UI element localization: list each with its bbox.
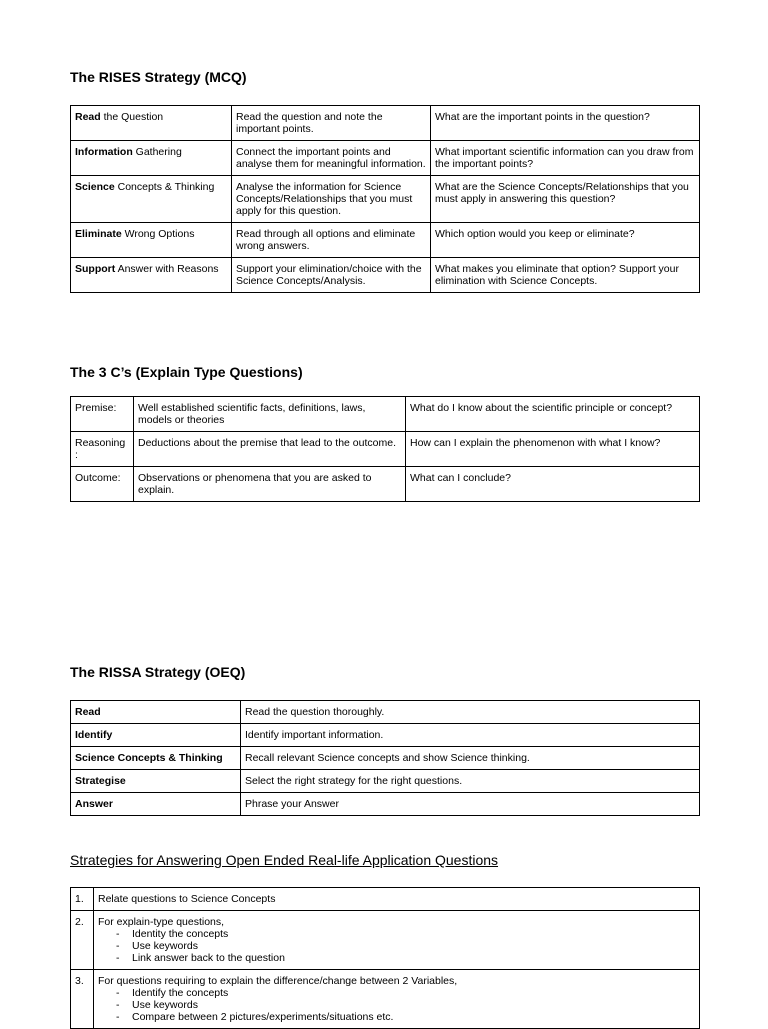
- rises-step: Science Concepts & Thinking: [71, 176, 232, 223]
- rises-desc: Analyse the information for Science Concepts/Relationships that you must apply for this question.: [232, 176, 431, 223]
- rissa-step: Answer: [71, 793, 241, 816]
- table-row: [71, 397, 700, 432]
- table-row: [71, 106, 700, 141]
- table-row: [71, 432, 700, 467]
- rissa-table: [70, 700, 700, 816]
- rises-desc: Support your elimination/choice with the Science Concepts/Analysis.: [232, 258, 431, 293]
- strategy-number: 1.: [71, 888, 94, 911]
- strategies-table: [70, 887, 700, 1029]
- rissa-step: Read: [71, 701, 241, 724]
- rises-table: [70, 105, 700, 293]
- table-row: [71, 258, 700, 293]
- three-cs-label: Premise:: [71, 397, 134, 432]
- rissa-desc: Read the question thoroughly.: [241, 701, 700, 724]
- three-cs-desc: Observations or phenomena that you are asked to explain.: [134, 467, 406, 502]
- table-row: [71, 793, 700, 816]
- rises-question: Which option would you keep or eliminate?: [431, 223, 700, 258]
- strategy-text: For questions requiring to explain the difference/change between 2 Variables,: [98, 975, 458, 987]
- three-cs-table: [70, 396, 700, 502]
- strategy-sub-list: [98, 928, 695, 964]
- rises-step: Information Gathering: [71, 141, 232, 176]
- three-cs-desc: Deductions about the premise that lead to the outcome.: [134, 432, 406, 467]
- table-row: [71, 141, 700, 176]
- strategy-number: 2.: [71, 911, 94, 970]
- rissa-desc: Phrase your Answer: [241, 793, 700, 816]
- rissa-desc: Identify important information.: [241, 724, 700, 747]
- rises-step: Support Answer with Reasons: [71, 258, 232, 293]
- strategy-text: Relate questions to Science Concepts: [94, 888, 700, 911]
- rissa-step: Science Concepts & Thinking: [71, 747, 241, 770]
- table-row: [71, 467, 700, 502]
- strategy-number: 3.: [71, 970, 94, 1029]
- rises-title: The RISES Strategy (MCQ): [70, 69, 247, 85]
- three-cs-label: Reasoning :: [71, 432, 134, 467]
- rises-desc: Read through all options and eliminate wrong answers.: [232, 223, 431, 258]
- rises-desc: Connect the important points and analyse them for meaningful information.: [232, 141, 431, 176]
- list-item: - Use keywords: [116, 940, 695, 952]
- list-item: - Use keywords: [116, 999, 695, 1011]
- list-item: - Compare between 2 pictures/experiments/situations etc.: [116, 1011, 695, 1023]
- list-item: - Identity the concepts: [116, 928, 695, 940]
- table-row: [71, 701, 700, 724]
- rises-question: What are the Science Concepts/Relationships that you must apply in answering this question?: [431, 176, 700, 223]
- three-cs-title: The 3 C’s (Explain Type Questions): [70, 364, 303, 380]
- three-cs-question: What can I conclude?: [406, 467, 700, 502]
- three-cs-desc: Well established scientific facts, definitions, laws, models or theories: [134, 397, 406, 432]
- strategies-title: Strategies for Answering Open Ended Real-life Application Questions: [70, 852, 499, 868]
- rises-question: What are the important points in the question?: [431, 106, 700, 141]
- three-cs-question: What do I know about the scientific principle or concept?: [406, 397, 700, 432]
- rissa-step: Identify: [71, 724, 241, 747]
- table-row: [71, 747, 700, 770]
- rises-question: What important scientific information can you draw from the important points?: [431, 141, 700, 176]
- table-row: [71, 911, 700, 970]
- rises-desc: Read the question and note the important points.: [232, 106, 431, 141]
- rises-step: Eliminate Wrong Options: [71, 223, 232, 258]
- table-row: [71, 724, 700, 747]
- table-row: [71, 970, 700, 1029]
- strategy-cell: [94, 911, 700, 970]
- rissa-title: The RISSA Strategy (OEQ): [70, 664, 246, 680]
- rissa-desc: Select the right strategy for the right questions.: [241, 770, 700, 793]
- rissa-step: Strategise: [71, 770, 241, 793]
- table-row: [71, 176, 700, 223]
- rises-step: Read the Question: [71, 106, 232, 141]
- table-row: [71, 223, 700, 258]
- rissa-desc: Recall relevant Science concepts and show Science thinking.: [241, 747, 700, 770]
- three-cs-question: How can I explain the phenomenon with what I know?: [406, 432, 700, 467]
- list-item: - Link answer back to the question: [116, 952, 695, 964]
- strategy-cell: [94, 970, 700, 1029]
- list-item: - Identify the concepts: [116, 987, 695, 999]
- table-row: [71, 770, 700, 793]
- strategy-sub-list: [98, 987, 695, 1023]
- three-cs-label: Outcome:: [71, 467, 134, 502]
- table-row: [71, 888, 700, 911]
- strategy-text: For explain-type questions,: [98, 916, 225, 928]
- rises-question: What makes you eliminate that option? Support your elimination with Science Concepts.: [431, 258, 700, 293]
